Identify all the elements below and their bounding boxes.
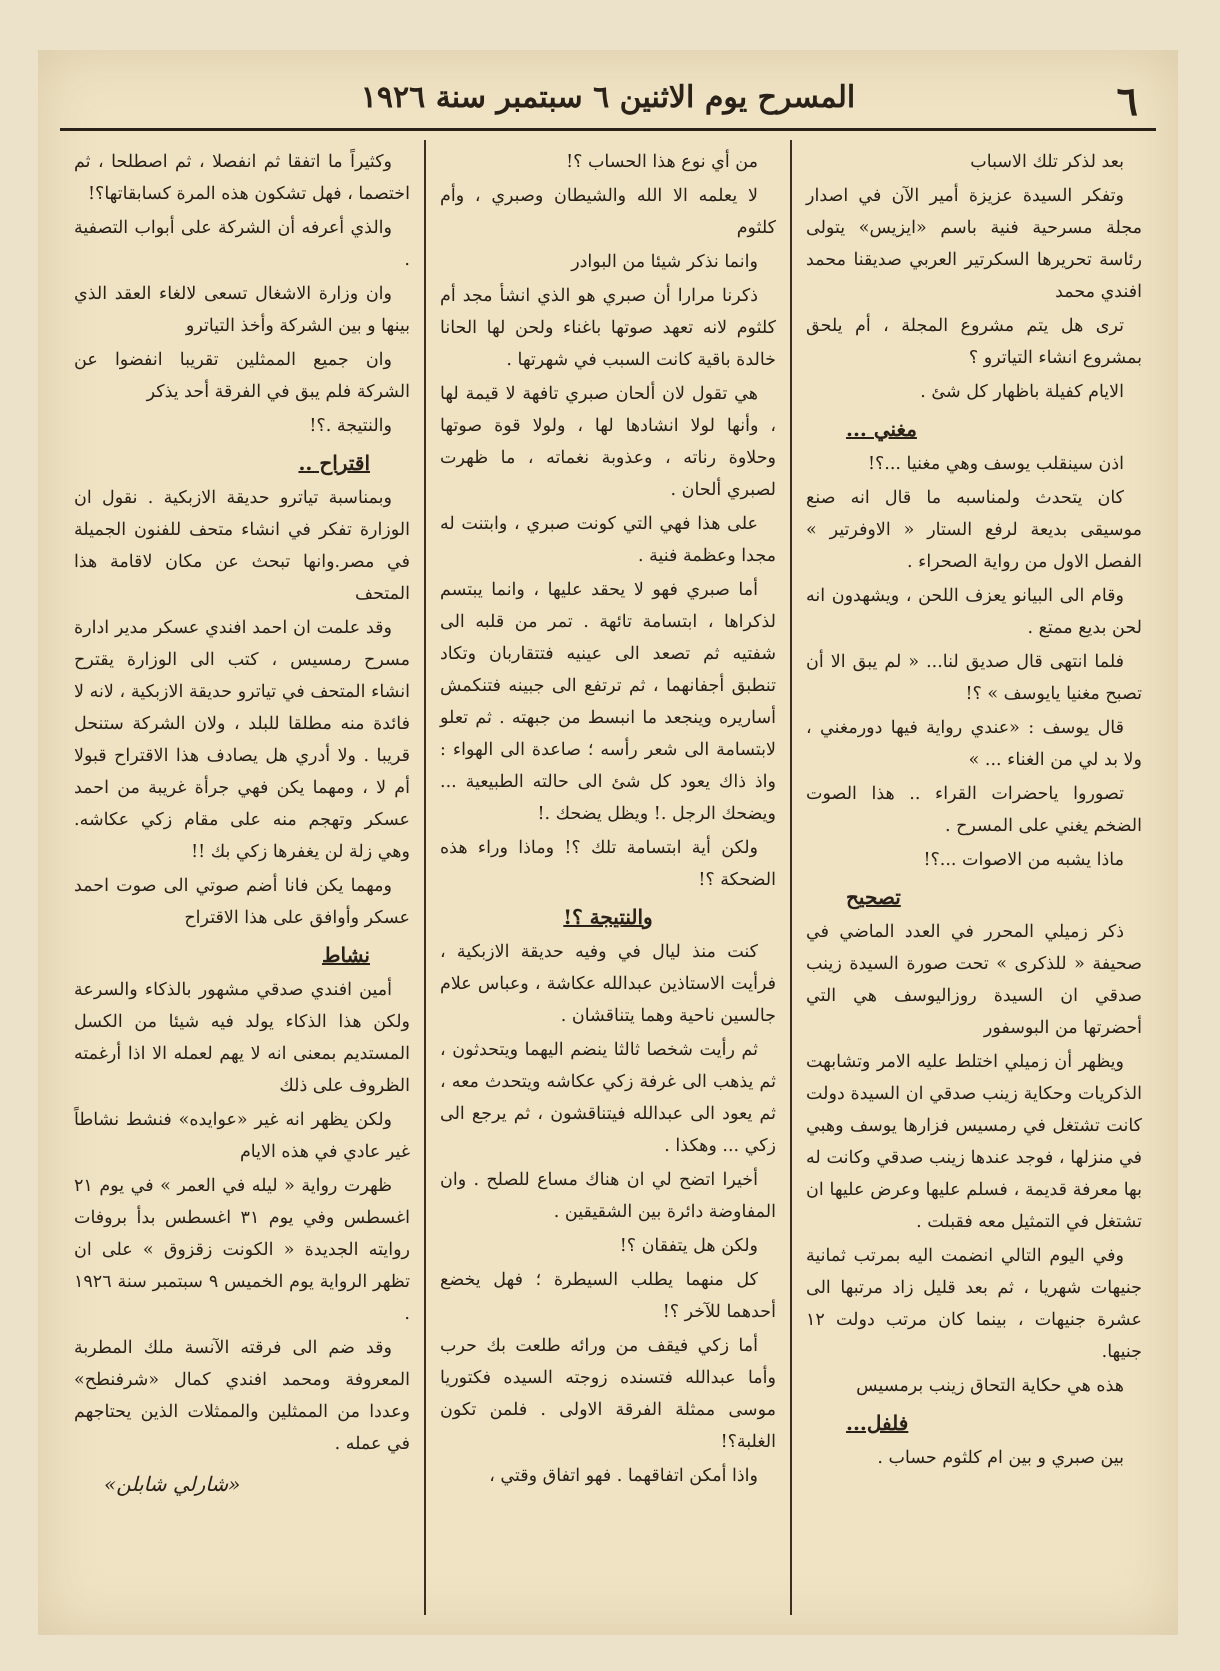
section-heading-activity: نشاط [322,943,370,967]
paragraph: وان وزارة الاشغال تسعى لالغاء العقد الذي بينها و بين الشركة وأخذ التياترو [74,284,410,336]
paragraph: واذا أمكن اتفاقهما . فهو اتفاق وقتي ، [489,1466,758,1486]
paragraph: هي تقول لان ألحان صبري تافهة لا قيمة لها ، وأنها لولا انشادها لها ، ولولا قوة صوتها وحلاوة رناته ، وعذوبة نغماته ، ما ظهرت لصبري ألحان . [440,384,776,500]
paragraph: على هذا فهي التي كونت صبري ، وابتنت له مجدا وعظمة فنية . [440,514,776,566]
paragraph: الايام كفيلة باظهار كل شئ . [920,382,1124,402]
paragraph: ذكرنا مرارا أن صبري هو الذي انشأ مجد أم كلثوم لانه تعهد صوتها باغناء ولحن لها الحانا خالدة باقية كانت السبب في شهرتها . [440,286,776,370]
paragraph: اذن سينقلب يوسف وهي مغنيا ...؟! [867,454,1124,474]
masthead-title: المسرح يوم الاثنين ٦ سبتمبر سنة ١٩٢٦ [360,80,856,115]
paragraph: وتفكر السيدة عزيزة أمير الآن في اصدار مجلة مسرحية فنية باسم «ايزيس» يتولى رئاسة تحريرها السكرتير العربي صديقنا محمد افندي محمد [806,186,1142,302]
paragraph: ولكن أية ابتسامة تلك ؟! وماذا وراء هذه الضحكة ؟! [440,838,776,890]
paragraph: قال يوسف : «عندي رواية فيها دورمغني ، ولا بد لي من الغناء ... » [806,718,1142,770]
middle-column [426,140,792,1615]
paragraph: من أي نوع هذا الحساب ؟! [566,152,758,172]
paragraph: ترى هل يتم مشروع المجلة ، أم يلحق بمشروع انشاء التياترو ؟ [806,316,1142,368]
section-heading-correction: تصحيح [846,885,901,909]
section-heading-result: والنتيجة ؟! [563,905,653,929]
newspaper-page [38,50,1178,1635]
paragraph: وبمناسبة تياترو حديقة الازبكية . نقول ان الوزارة تفكر في انشاء متحف للفنون الجميلة في مصر.وانها تبحث عن مكان لاقامة هذا المتحف [74,488,410,604]
right-column [792,140,1156,1615]
paragraph: وان جميع الممثلين تقريبا انفضوا عن الشركة فلم يبق في الفرقة أحد يذكر [74,350,410,402]
paragraph: كان يتحدث ولمناسبه ما قال انه صنع موسيقى بديعة لرفع الستار « الاوفرتير » الفصل الاول من رواية الصحراء . [806,488,1142,572]
author-signature: «شارلي شابلن» [104,1472,241,1496]
paragraph: والذي أعرفه أن الشركة على أبواب التصفية . [74,218,410,270]
paragraph: وكثيراً ما اتفقا ثم انفصلا ، ثم اصطلحا ، ثم اختصما ، فهل تشكون هذه المرة كسابقاتها؟! [74,152,410,204]
paragraph: ظهرت رواية « ليله في العمر » في يوم ٢١ اغسطس وفي يوم ٣١ اغسطس بدأ بروفات روايته الجديدة « الكونت زقزوق » على ان تظهر الرواية يوم الخميس ٩ سبتمبر سنة ١٩٢٦ . [74,1176,411,1324]
paragraph: بين صبري و بين ام كلثوم حساب . [877,1448,1124,1468]
paragraph: ثم رأيت شخصا ثالثا ينضم اليهما ويتحدثون ، ثم يذهب الى غرفة زكي عكاشه ويتحدث معه ، ثم يعود الى عبدالله فيتناقشون ، ثم يرجع الى زكي ... وهكذا . [440,1040,776,1156]
section-heading-filfil: فلفل... [846,1411,909,1435]
paragraph: أمين افندي صدقي مشهور بالذكاء والسرعة ولكن هذا الذكاء يولد فيه شيئا من الكسل المستديم بمعنى انه لا يهم لعمله الا اذا أرغمته الظروف على ذلك [74,980,410,1096]
paragraph: ذكر زميلي المحرر في العدد الماضي في صحيفة « للذكرى » تحت صورة السيدة زينب صدقي ان السيدة روزاليوسف هي التي أحضرتها من البوسفور [806,922,1142,1038]
left-column [60,140,426,1615]
page-number: ٦ [1116,78,1138,125]
paragraph: وانما نذكر شيئا من البوادر [571,252,758,272]
section-heading-proposal: اقتراح .. [298,451,370,475]
paragraph: هذه هي حكاية التحاق زينب برمسيس [856,1376,1124,1396]
paragraph: وقد علمت ان احمد افندي عسكر مدير ادارة مسرح رمسيس ، كتب الى الوزارة يقترح انشاء المتحف في تياترو حديقة الازبكية ، لانه لا فائدة منه مطلقا للبلد ، ولان الشركة ستنحل قريبا . ولا أدري هل يصادف هذا الاقتراح قبولا أم لا ، ومهما يكن فهي جرأة غريبة من احمد عسكر وتهجم منه على مقام زكي عكاشه. وهي زلة لن يغفرها زكي بك !! [74,618,410,862]
paragraph: وقد ضم الى فرقته الآنسة ملك المطربة المعروفة ومحمد افندي كمال «شرفنطح» وعددا من الممثلين والممثلات الذين يحتاجهم في عمله . [74,1338,410,1454]
columns-container [60,140,1156,1615]
paragraph: وقام الى البيانو يعزف اللحن ، ويشهدون انه لحن بديع ممتع . [806,586,1142,638]
paragraph: ومهما يكن فانا أضم صوتي الى صوت احمد عسكر وأوافق على هذا الاقتراح [74,876,410,928]
paragraph: بعد لذكر تلك الاسباب [970,152,1124,172]
page-header [38,70,1178,130]
paragraph: أخيرا اتضح لي ان هناك مساع للصلح . وان المفاوضة دائرة بين الشقيقين . [440,1170,776,1222]
header-rule [60,128,1156,131]
paragraph: أما صبري فهو لا يحقد عليها ، وانما يبتسم لذكراها ، ابتسامة تائهة . تمر من قلبه الى شفتيه ثم تصعد الى عينيه فتتقاربان وتكاد تنطبق أجفانهما ، ثم ترتفع الى جبينه فتنكمش أساريره وينجعد ما انبسط من جبهته . ثم تعلو لابتسامة الى شعر رأسه ؛ صاعدة الى الهواء : واذ ذاك يعود كل شئ الى حالته الطبيعية ... ويضحك الرجل .! ويظل يضحك .! [440,580,776,824]
paragraph: تصوروا ياحضرات القراء .. هذا الصوت الضخم يغني على المسرح . [806,784,1142,836]
paragraph: ويظهر أن زميلي اختلط عليه الامر وتشابهت الذكريات وحكاية زينب صدقي ان السيدة دولت كانت تشتغل في رمسيس فزارها يوسف وهبي في منزلها ، فوجد عندها زينب صدقي وكانت له بها معرفة قديمة ، فسلم عليها وعرض عليها ان تشتغل في التمثيل معه فقبلت . [806,1052,1142,1232]
paragraph: والنتيجة .؟! [309,416,392,436]
paragraph: وفي اليوم التالي انضمت اليه بمرتب ثمانية جنيهات شهريا ، ثم بعد قليل زاد مرتبها الى عشرة جنيهات ، بينما كان مرتب دولت ١٢ جنيها. [806,1246,1142,1362]
paragraph: لا يعلمه الا الله والشيطان وصبري ، وأم كلثوم [440,186,776,238]
paragraph: كنت منذ ليال في وفيه حديقة الازبكية ، فرأيت الاستاذين عبدالله عكاشة ، وعباس علام جالسين ناحية وهما يتناقشان . [440,942,776,1026]
section-heading-mughanni: مغني ... [846,417,917,441]
paragraph: أما زكي فيقف من ورائه طلعت بك حرب وأما عبدالله فتسنده زوجته السيده فكتوريا موسى ممثلة الفرقة الاولى . فلمن تكون الغلبة؟! [440,1336,776,1452]
paragraph: كل منهما يطلب السيطرة ؛ فهل يخضع أحدهما للآخر ؟! [440,1270,776,1322]
paragraph: ولكن يظهر انه غير «عوايده» فنشط نشاطاً غير عادي في هذه الايام [74,1110,410,1162]
paragraph: ماذا يشبه من الاصوات ...؟! [923,850,1124,870]
paragraph: ولكن هل يتفقان ؟! [619,1236,758,1256]
paragraph: فلما انتهى قال صديق لنا... « لم يبق الا أن تصبح مغنيا يايوسف » ؟! [806,652,1142,704]
